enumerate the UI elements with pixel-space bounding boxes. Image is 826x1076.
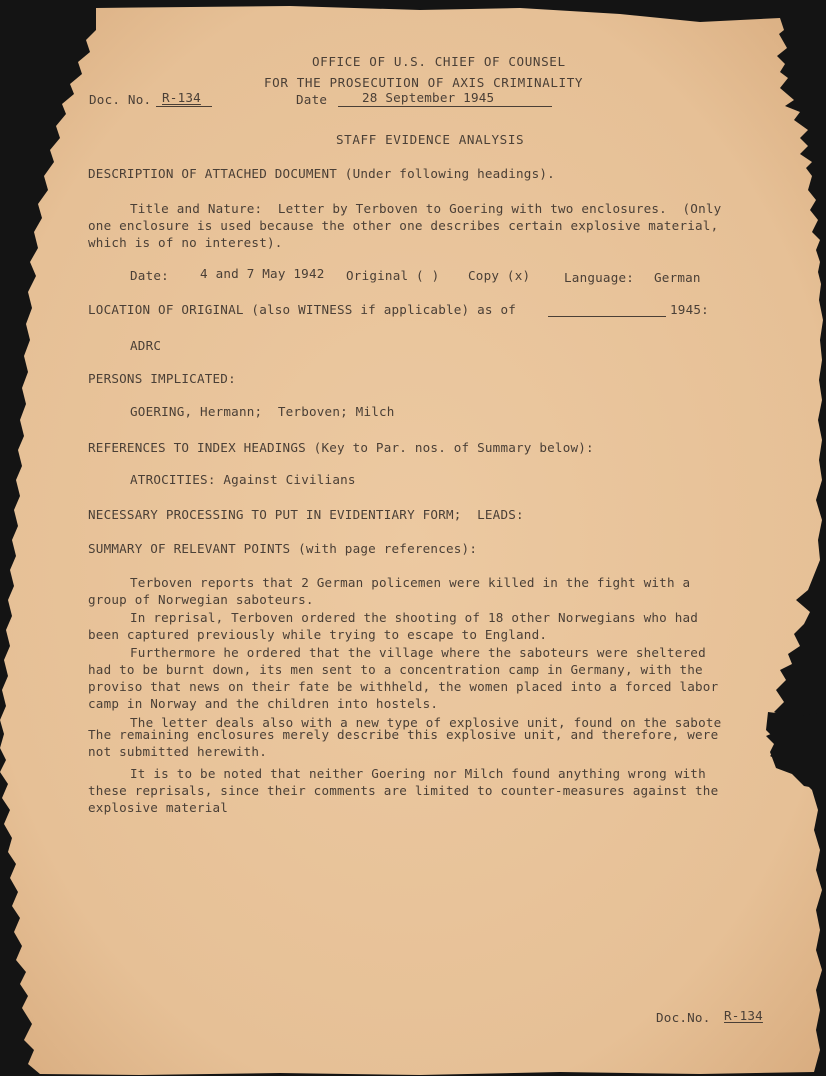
summary-para5-line3: explosive material: [88, 800, 229, 815]
summary-para3-line3: proviso that news on their fate be withheld, the women placed into a forced labor: [88, 679, 719, 694]
date-underline: [338, 106, 552, 107]
date-label: Date: [296, 92, 328, 107]
location-year: 1945:: [670, 302, 709, 317]
summary-para4-line1: The letter deals also with a new type of explosive unit, found on the sabote: [130, 715, 722, 730]
language-label: Language:: [564, 270, 635, 285]
summary-para3-line2: had to be burnt down, its men sent to a concentration camp in Germany, with the: [88, 662, 703, 677]
references-label: REFERENCES TO INDEX HEADINGS (Key to Par. nos. of Summary below):: [88, 440, 594, 455]
office-line-1: OFFICE OF U.S. CHIEF OF COUNSEL: [312, 54, 566, 69]
footer-doc-label: Doc.No.: [656, 1010, 711, 1025]
summary-para2-line2: been captured previously while trying to escape to England.: [88, 627, 548, 642]
summary-para5-line2: these reprisals, since their comments are limited to counter-measures against the: [88, 783, 719, 798]
summary-para2-line1: In reprisal, Terboven ordered the shooting of 18 other Norwegians who had: [130, 610, 699, 625]
doc-number-underline: [156, 106, 212, 107]
copy-checkbox: Copy (x): [468, 268, 531, 283]
office-line-2: FOR THE PROSECUTION OF AXIS CRIMINALITY: [264, 75, 584, 90]
summary-para4-line3: not submitted herewith.: [88, 744, 267, 759]
language-value: German: [654, 270, 701, 285]
original-checkbox: Original ( ): [346, 268, 440, 283]
date-value: 28 September 1945: [362, 90, 495, 105]
summary-para3-line4: camp in Norway and the children into hostels.: [88, 696, 439, 711]
summary-para4-line2: The remaining enclosures merely describe this explosive unit, and therefore, were: [88, 727, 719, 742]
description-heading: DESCRIPTION OF ATTACHED DOCUMENT (Under following headings).: [88, 166, 555, 181]
title-nature-line-3: which is of no interest).: [88, 235, 283, 250]
summary-para1-line2: group of Norwegian saboteurs.: [88, 592, 314, 607]
document-date-label: Date:: [130, 268, 169, 283]
doc-number-label: Doc. No.: [89, 92, 152, 107]
persons-label: PERSONS IMPLICATED:: [88, 371, 236, 386]
summary-label: SUMMARY OF RELEVANT POINTS (with page references):: [88, 541, 478, 556]
location-date-blank: [548, 316, 666, 317]
title-nature-line-2: one enclosure is used because the other one describes certain explosive material,: [88, 218, 719, 233]
summary-para5-line1: It is to be noted that neither Goering nor Milch found anything wrong with: [130, 766, 706, 781]
doc-number: R-134: [162, 90, 201, 105]
references-value: ATROCITIES: Against Civilians: [130, 472, 356, 487]
persons-value: GOERING, Hermann; Terboven; Milch: [130, 404, 395, 419]
analysis-title: STAFF EVIDENCE ANALYSIS: [336, 132, 525, 147]
location-value: ADRC: [130, 338, 162, 353]
summary-para3-line1: Furthermore he ordered that the village where the saboteurs were sheltered: [130, 645, 706, 660]
document-date-value: 4 and 7 May 1942: [200, 266, 325, 281]
footer-doc-number: R-134: [724, 1008, 763, 1023]
location-label: LOCATION OF ORIGINAL (also WITNESS if applicable) as of: [88, 302, 517, 317]
title-nature-line-1: Title and Nature: Letter by Terboven to Goering with two enclosures. (Only: [130, 201, 722, 216]
processing-label: NECESSARY PROCESSING TO PUT IN EVIDENTIARY FORM; LEADS:: [88, 507, 524, 522]
summary-para1-line1: Terboven reports that 2 German policemen were killed in the fight with a: [130, 575, 691, 590]
